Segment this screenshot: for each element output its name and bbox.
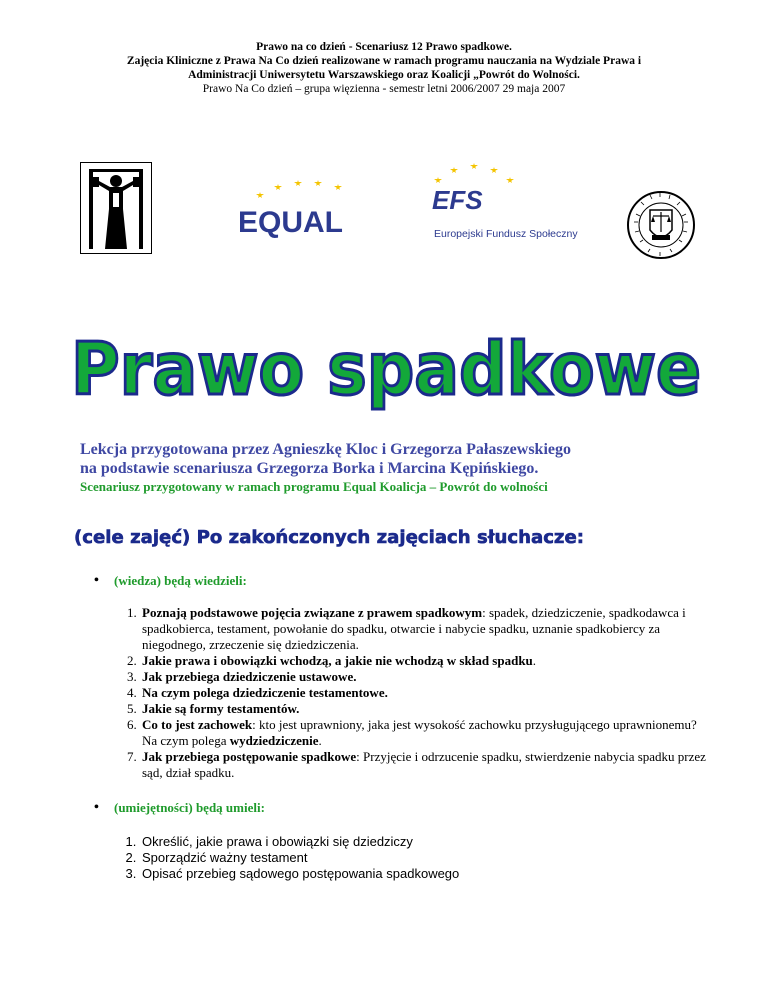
efs-logo xyxy=(428,163,578,241)
lesson-authors-line-2: na podstawie scenariusza Grzegorza Borka i Marcina Kępińskiego. xyxy=(80,460,539,477)
knowledge-item-term: Jakie prawa i obowiązki wchodzą, a jakie nie wchodzą w skład spadku xyxy=(142,653,533,668)
knowledge-list-item xyxy=(140,669,710,685)
knowledge-list-item xyxy=(140,605,710,653)
header-line-1: Prawo na co dzień - Scenariusz 12 Prawo spadkowe. xyxy=(256,41,512,53)
knowledge-item-term: Jakie są formy testamentów. xyxy=(142,701,300,716)
lesson-authors xyxy=(80,440,700,478)
university-seal-icon xyxy=(626,180,696,270)
knowledge-item-text: . xyxy=(532,653,537,668)
header-line-4: Prawo Na Co dzień – grupa więzienna - semestr letni 2006/2007 29 maja 2007 xyxy=(202,83,566,95)
title-banner xyxy=(66,326,706,416)
skills-list-item: 2. Sporządzić ważny testament xyxy=(140,850,710,866)
prison-figure-logo xyxy=(80,162,152,254)
document-header xyxy=(0,40,768,96)
knowledge-item-term: Na czym polega dziedziczenie testamentowe. xyxy=(142,685,388,700)
program-note: Scenariusz przygotowany w ramach programu Equal Koalicja – Powrót do wolności xyxy=(80,479,548,494)
banner-title-text: Prawo spadkowe xyxy=(71,327,701,411)
knowledge-item-text: . xyxy=(318,733,322,748)
header-line-2: Zajęcia Kliniczne z Prawa Na Co dzień realizowane w ramach programu nauczania na Wydziale Prawa i xyxy=(126,55,642,67)
knowledge-item-term: Jak przebiega dziedziczenie ustawowe. xyxy=(142,669,357,684)
goals-heading xyxy=(74,523,594,549)
knowledge-item-term: Poznają podstawowe pojęcia związane z prawem spadkowym xyxy=(142,605,483,620)
knowledge-item-text: : spadek, dziedziczenie, spadkodawca i spadkobierca, testament, powołanie do spadku, otwarcie i nabycie spadku, uznanie spadkobiercy za niegodnego, zrzeczenie się dziedziczenia. xyxy=(142,605,686,652)
equal-logo xyxy=(236,176,366,238)
knowledge-item-term: Co to jest zachowek xyxy=(142,717,253,732)
knowledge-item-text: : kto jest uprawniony, jaka jest wysokość zachowku przysługującego uprawnionemu? Na czym polega xyxy=(142,717,697,748)
skills-section-label: • (umiejętności) będą umieli: xyxy=(114,800,265,816)
knowledge-list-item xyxy=(140,653,710,669)
knowledge-section-label: • (wiedza) będą wiedzieli: xyxy=(114,573,247,589)
knowledge-item-term: wydziedziczenie xyxy=(229,733,319,748)
equal-logo-text: EQUAL xyxy=(238,206,343,239)
knowledge-list-item xyxy=(140,685,710,701)
efs-logo-text: EFS xyxy=(432,185,483,215)
efs-caption: Europejski Fundusz Społeczny xyxy=(434,228,578,240)
skills-list xyxy=(114,834,710,882)
knowledge-list-item xyxy=(140,749,710,781)
knowledge-item-term: Jak przebiega postępowanie spadkowe xyxy=(142,749,357,764)
knowledge-item-text: : Przyjęcie i odrzucenie spadku, stwierdzenie nabycia spadku przez sąd, dział spadku. xyxy=(142,749,706,780)
knowledge-list-item xyxy=(140,717,710,749)
knowledge-list-item xyxy=(140,701,710,717)
skills-list-item: 1. Określić, jakie prawa i obowiązki się dziedziczy xyxy=(140,834,710,850)
header-line-3: Administracji Uniwersytetu Warszawskiego oraz Koalicji „Powrót do Wolności. xyxy=(188,69,580,81)
skills-list-item: 3. Opisać przebieg sądowego postępowania spadkowego xyxy=(140,866,710,882)
knowledge-list xyxy=(114,605,710,781)
goals-heading-text: (cele zajęć) Po zakończonych zajęciach słuchacze: xyxy=(74,527,584,548)
lesson-authors-line-1: Lekcja przygotowana przez Agnieszkę Kloc i Grzegorza Pałaszewskiego xyxy=(80,441,571,458)
